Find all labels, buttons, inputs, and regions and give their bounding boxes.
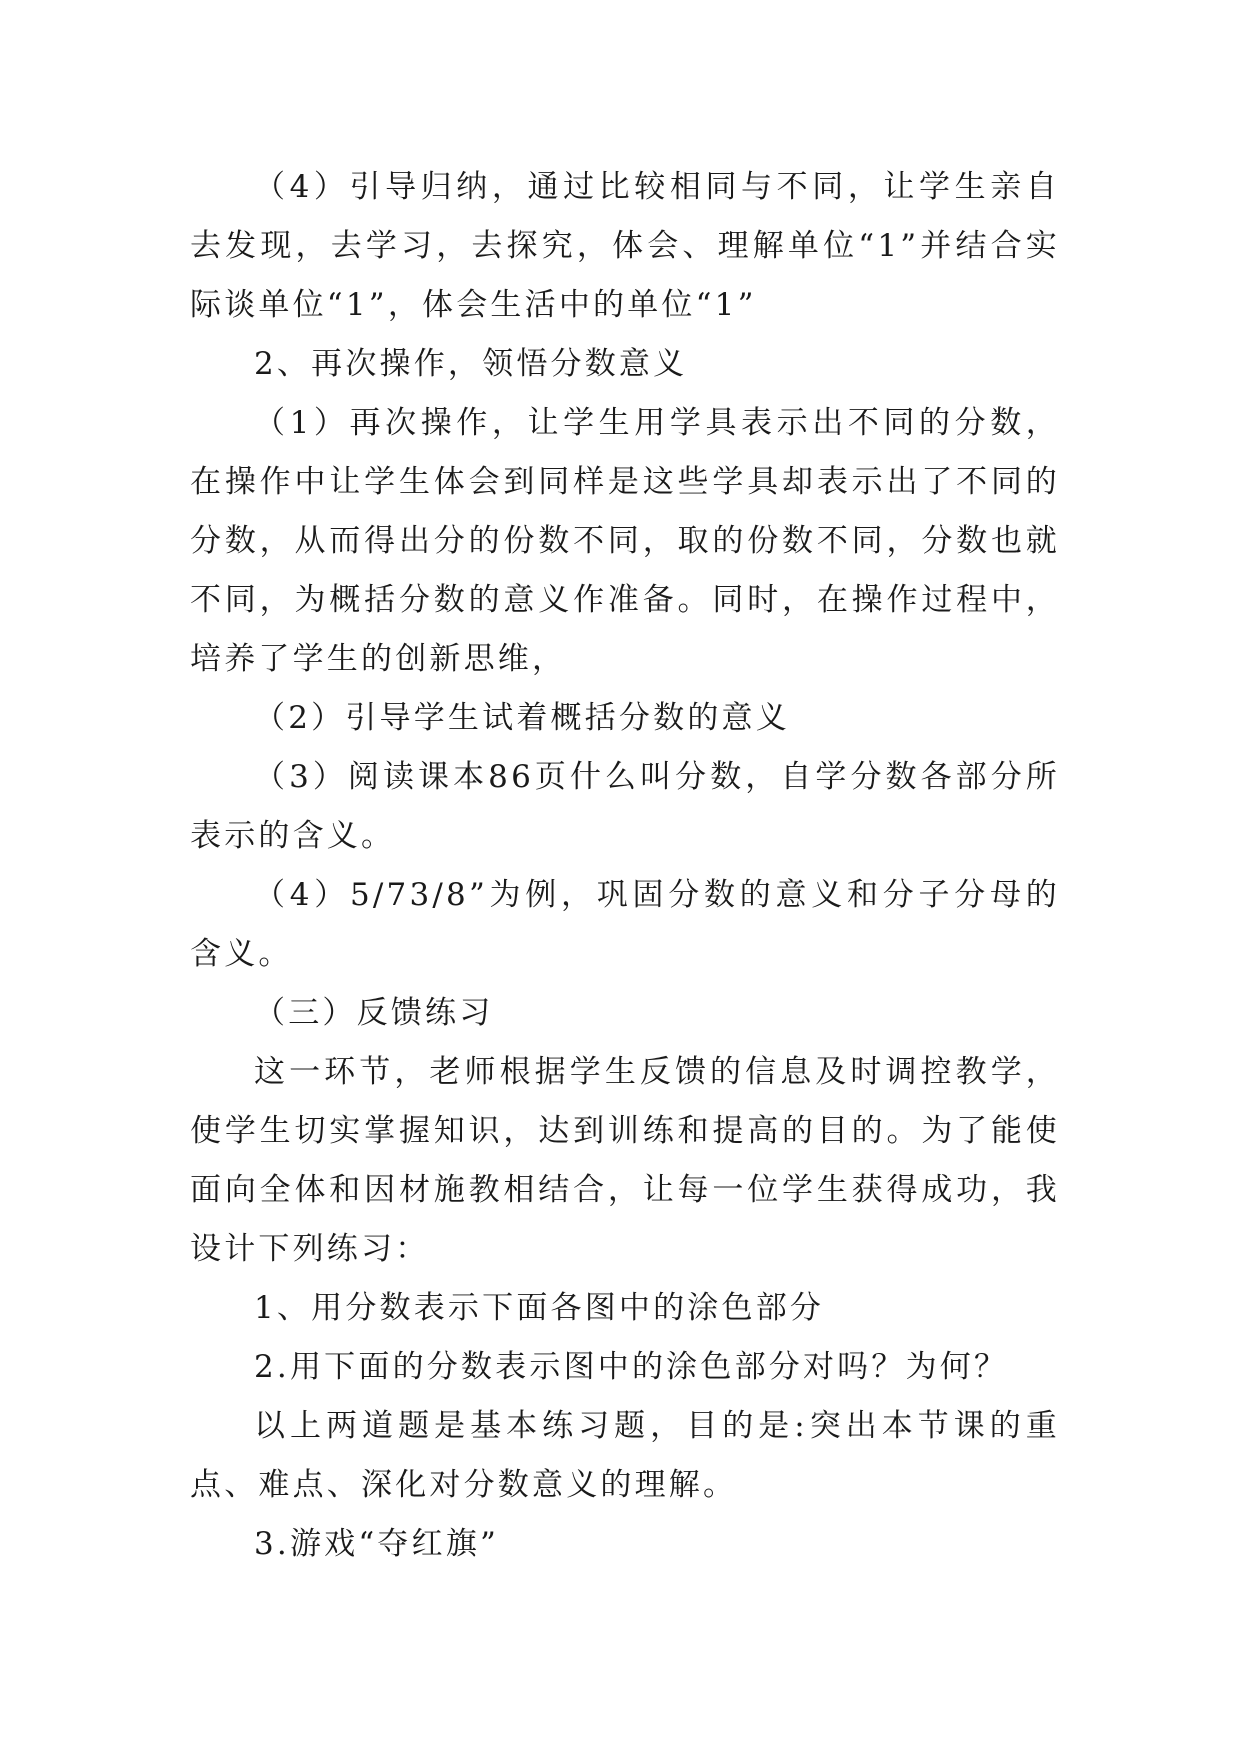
paragraph-operate-again: （1）再次操作，让学生用学具表示出不同的分数，在操作中让学生体会到同样是这些学具却表示出了不同的分数，从而得出分的份数不同，取的份数不同，分数也就不同，为概括分数的意义作准备。同时，在操作过程中，培养了学生的创新思维， (190, 405, 1060, 677)
paragraph-summarize-meaning: （2）引导学生试着概括分数的意义 (254, 700, 790, 736)
document-page (190, 158, 1060, 1574)
paragraph-feedback-intro: 这一环节，老师根据学生反馈的信息及时调控教学，使学生切实掌握知识，达到训练和提高的目的。为了能使面向全体和因材施教相结合，让每一位学生获得成功，我设计下列练习： (190, 1054, 1060, 1267)
paragraph-exercise-purpose: 以上两道题是基本练习题，目的是:突出本节课的重点、难点、深化对分数意义的理解。 (190, 1408, 1060, 1503)
paragraph-exercise-2: 2.用下面的分数表示图中的涂色部分对吗？为何？ (254, 1349, 1009, 1385)
paragraph-guide-summary: （4）引导归纳，通过比较相同与不同，让学生亲自去发现，去学习，去探究，体会、理解单位“1”并结合实际谈单位“1”，体会生活中的单位“1” (190, 169, 1060, 323)
paragraph-exercise-3: 3.游戏“夺红旗” (254, 1526, 500, 1562)
paragraph-section-heading-2: 2、再次操作，领悟分数意义 (254, 346, 688, 382)
paragraph-example-fractions: （4）5/73/8”为例，巩固分数的意义和分子分母的含义。 (190, 877, 1060, 972)
paragraph-section-feedback: （三）反馈练习 (254, 995, 494, 1031)
paragraph-exercise-1: 1、用分数表示下面各图中的涂色部分 (254, 1290, 825, 1326)
paragraph-read-textbook: （3）阅读课本86页什么叫分数，自学分数各部分所表示的含义。 (190, 759, 1060, 854)
